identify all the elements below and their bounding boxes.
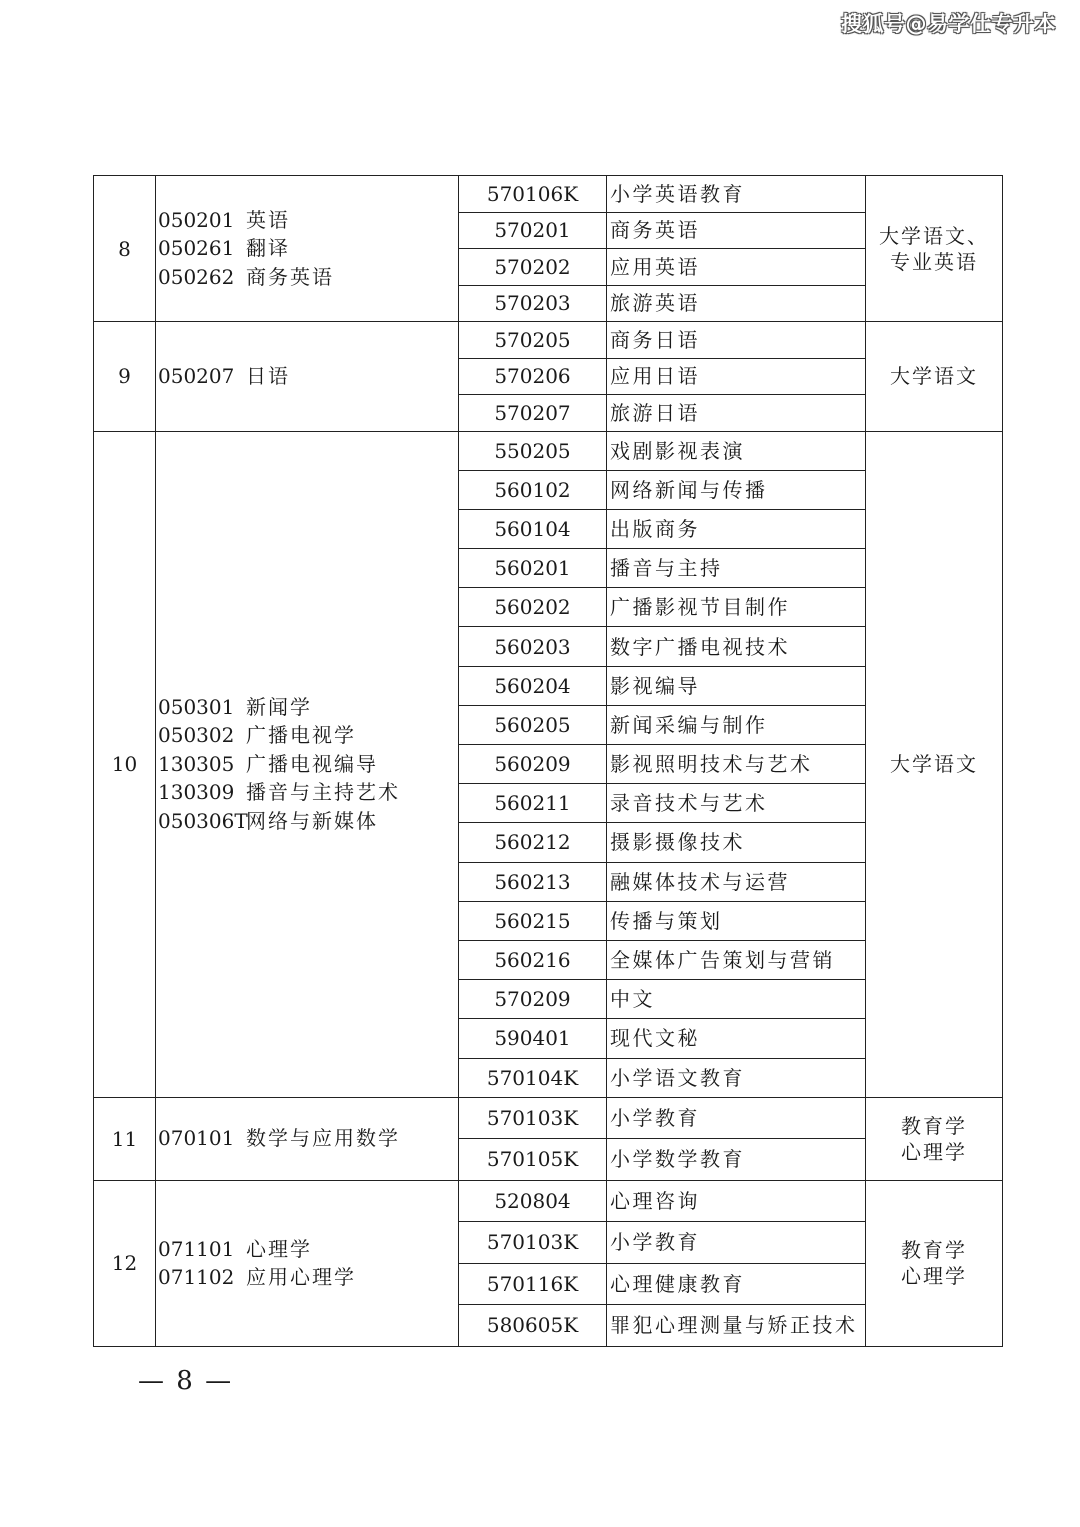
exam-subjects-cell xyxy=(866,176,1003,322)
vocational-major-name: 广播影视节目制作 xyxy=(607,588,866,627)
undergrad-major xyxy=(158,206,458,235)
undergrad-major-code: 130305 xyxy=(158,751,235,776)
vocational-major-code: 570103K xyxy=(459,1222,607,1264)
vocational-major-name: 小学数学教育 xyxy=(607,1139,866,1181)
undergrad-majors-cell xyxy=(156,431,459,1097)
vocational-major-code: 570206 xyxy=(459,358,607,395)
vocational-major-name: 全媒体广告策划与营销 xyxy=(607,940,866,979)
undergrad-major-code: 050207 xyxy=(158,364,235,388)
footer-page-number: 8 xyxy=(176,1366,195,1396)
undergrad-major-code: 050262 xyxy=(158,264,235,289)
exam-subject: 大学语文 xyxy=(890,752,978,777)
table-row xyxy=(94,176,1003,213)
undergrad-major xyxy=(158,362,458,391)
vocational-major-code: 560211 xyxy=(459,784,607,823)
undergrad-major-code: 070101 xyxy=(158,1126,235,1151)
exam-subject: 大学语文、 xyxy=(879,223,989,248)
undergrad-major-name: 英语 xyxy=(246,207,290,232)
vocational-major-name: 商务英语 xyxy=(607,212,866,249)
table-row xyxy=(94,1180,1003,1222)
vocational-major-name: 传播与策划 xyxy=(607,901,866,940)
vocational-major-code: 560202 xyxy=(459,588,607,627)
vocational-major-code: 560201 xyxy=(459,549,607,588)
footer-dash-left: — xyxy=(138,1366,166,1396)
exam-subject: 教育学 xyxy=(901,1113,967,1138)
vocational-major-code: 560212 xyxy=(459,823,607,862)
vocational-major-code: 560102 xyxy=(459,470,607,509)
vocational-major-name: 摄影摄像技术 xyxy=(607,823,866,862)
vocational-major-code: 570207 xyxy=(459,395,607,432)
vocational-major-name: 罪犯心理测量与矫正技术 xyxy=(607,1305,866,1347)
undergrad-major-name: 应用心理学 xyxy=(246,1265,356,1290)
vocational-major-code: 570106K xyxy=(459,176,607,213)
vocational-major-code: 560216 xyxy=(459,940,607,979)
vocational-major-name: 戏剧影视表演 xyxy=(607,431,866,470)
vocational-major-code: 570201 xyxy=(459,212,607,249)
undergrad-major-name: 新闻学 xyxy=(246,694,312,719)
undergrad-major xyxy=(158,721,458,750)
undergrad-major-name: 翻译 xyxy=(246,236,290,261)
vocational-major-name: 出版商务 xyxy=(607,509,866,548)
vocational-major-name: 心理健康教育 xyxy=(607,1263,866,1305)
row-number: 9 xyxy=(94,322,156,432)
row-number: 12 xyxy=(94,1180,156,1346)
vocational-major-name: 小学语文教育 xyxy=(607,1058,866,1097)
undergrad-major xyxy=(158,234,458,263)
undergrad-major-code: 050301 xyxy=(158,694,235,719)
table-row xyxy=(94,322,1003,359)
vocational-major-name: 小学英语教育 xyxy=(607,176,866,213)
vocational-major-code: 570203 xyxy=(459,285,607,322)
undergrad-majors-cell xyxy=(156,1097,459,1180)
vocational-major-code: 560203 xyxy=(459,627,607,666)
vocational-major-name: 商务日语 xyxy=(607,322,866,359)
exam-subject: 心理学 xyxy=(901,1264,967,1289)
vocational-major-name: 应用日语 xyxy=(607,358,866,395)
undergrad-major xyxy=(158,1235,458,1264)
footer-dash-right: — xyxy=(205,1366,234,1396)
exam-subjects-cell xyxy=(866,1180,1003,1346)
undergrad-major-code: 071102 xyxy=(158,1265,235,1290)
undergrad-major xyxy=(158,750,458,779)
row-number: 8 xyxy=(94,176,156,322)
undergrad-majors-cell xyxy=(156,176,459,322)
undergrad-major-code: 050302 xyxy=(158,723,235,748)
undergrad-major xyxy=(158,263,458,292)
undergrad-major-code: 071101 xyxy=(158,1236,235,1261)
vocational-major-code: 560204 xyxy=(459,666,607,705)
vocational-major-name: 心理咨询 xyxy=(607,1180,866,1222)
vocational-major-name: 新闻采编与制作 xyxy=(607,705,866,744)
undergrad-major xyxy=(158,778,458,807)
vocational-major-code: 570209 xyxy=(459,980,607,1019)
vocational-major-name: 录音技术与艺术 xyxy=(607,784,866,823)
exam-subject: 教育学 xyxy=(901,1238,967,1263)
vocational-major-code: 590401 xyxy=(459,1019,607,1058)
vocational-major-name: 网络新闻与传播 xyxy=(607,470,866,509)
major-correspondence-table xyxy=(93,175,1003,1347)
exam-subjects-cell xyxy=(866,322,1003,432)
vocational-major-name: 融媒体技术与运营 xyxy=(607,862,866,901)
vocational-major-code: 570105K xyxy=(459,1139,607,1181)
vocational-major-code: 550205 xyxy=(459,431,607,470)
vocational-major-code: 560209 xyxy=(459,745,607,784)
watermark: 搜狐号@易学仕专升本 xyxy=(841,12,1056,36)
vocational-major-code: 580605K xyxy=(459,1305,607,1347)
vocational-major-name: 小学教育 xyxy=(607,1222,866,1264)
undergrad-major-name: 心理学 xyxy=(246,1236,312,1261)
vocational-major-code: 570103K xyxy=(459,1097,607,1139)
vocational-major-code: 570202 xyxy=(459,249,607,286)
undergrad-major xyxy=(158,693,458,722)
undergrad-major-code: 050201 xyxy=(158,207,235,232)
vocational-major-name: 旅游日语 xyxy=(607,395,866,432)
vocational-major-name: 数字广播电视技术 xyxy=(607,627,866,666)
vocational-major-code: 570205 xyxy=(459,322,607,359)
undergrad-major-code: 050306T xyxy=(158,808,248,833)
undergrad-major-name: 网络与新媒体 xyxy=(246,808,378,833)
vocational-major-code: 570116K xyxy=(459,1263,607,1305)
vocational-major-name: 中文 xyxy=(607,980,866,1019)
vocational-major-code: 520804 xyxy=(459,1180,607,1222)
undergrad-major-code: 050261 xyxy=(158,236,235,261)
row-number: 10 xyxy=(94,431,156,1097)
vocational-major-name: 现代文秘 xyxy=(607,1019,866,1058)
undergrad-major xyxy=(158,807,458,836)
vocational-major-code: 570104K xyxy=(459,1058,607,1097)
undergrad-majors-cell xyxy=(156,1180,459,1346)
vocational-major-code: 560215 xyxy=(459,901,607,940)
exam-subjects-cell xyxy=(866,431,1003,1097)
vocational-major-name: 播音与主持 xyxy=(607,549,866,588)
vocational-major-code: 560213 xyxy=(459,862,607,901)
exam-subject: 专业英语 xyxy=(890,249,978,274)
exam-subject: 心理学 xyxy=(901,1139,967,1164)
row-number: 11 xyxy=(94,1097,156,1180)
table-row xyxy=(94,1097,1003,1139)
exam-subjects-cell xyxy=(866,1097,1003,1180)
undergrad-major xyxy=(158,1263,458,1292)
page-number xyxy=(138,1366,233,1396)
undergrad-major-name: 日语 xyxy=(246,364,290,388)
vocational-major-name: 影视照明技术与艺术 xyxy=(607,745,866,784)
undergrad-major-code: 130309 xyxy=(158,780,235,805)
undergrad-major-name: 数学与应用数学 xyxy=(246,1126,400,1151)
vocational-major-code: 560205 xyxy=(459,705,607,744)
undergrad-majors-cell xyxy=(156,322,459,432)
undergrad-major-name: 广播电视编导 xyxy=(246,751,378,776)
undergrad-major-name: 播音与主持艺术 xyxy=(246,780,400,805)
exam-subject: 大学语文 xyxy=(890,364,978,389)
undergrad-major-name: 商务英语 xyxy=(246,264,334,289)
vocational-major-name: 影视编导 xyxy=(607,666,866,705)
vocational-major-name: 小学教育 xyxy=(607,1097,866,1139)
table-row xyxy=(94,431,1003,470)
undergrad-major-name: 广播电视学 xyxy=(246,723,356,748)
vocational-major-code: 560104 xyxy=(459,509,607,548)
vocational-major-name: 应用英语 xyxy=(607,249,866,286)
undergrad-major xyxy=(158,1124,458,1153)
vocational-major-name: 旅游英语 xyxy=(607,285,866,322)
